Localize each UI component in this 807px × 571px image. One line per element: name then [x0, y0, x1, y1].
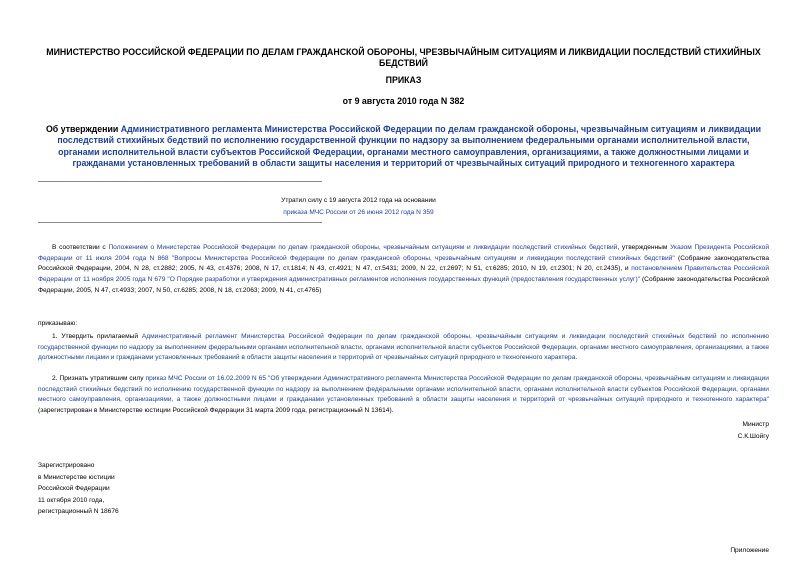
expired-notice-text: Утратил силу с 19 августа 2012 года на основании [281, 197, 436, 204]
preamble-text-4: (Собрание законодательства Российской Федерации, 2005, N 47, ст.4933; 2007, N 50, ст.6285; 2008, N 18, ст.2063; 2009, N 41, ст.4765) [38, 276, 769, 294]
registration-line-2: в Министерстве юстиции [38, 473, 115, 481]
order-type-heading: ПРИКАЗ [385, 75, 422, 85]
divider-top [38, 181, 322, 182]
order-word: приказываю: [38, 320, 78, 327]
preamble-text-3: (Собрание законодательства Российской Федерации, 2004, N 28, ст.2882; 2005, N 43, ст.4376; 2008, N 17, ст.1814; N 43, ст.4921; N 47, ст.5431; 2009, N 22, ст.2697; N 51, ст.6285; 2010, N 19, ст.2301; N 20, ст.2435), и [38, 254, 769, 273]
order-title-prefix: Об утверждении [45, 124, 121, 134]
signature-block [619, 419, 769, 443]
government-resolution-link[interactable]: постановлением Правительства Российской Федерации от 11 ноября 2005 года N 679 "О Порядке разработки и утверждения административных регламентов исполнения государственных функций (предоставления государственных услуг)" [38, 265, 770, 284]
preamble-text-2: , утвержденным [617, 244, 671, 251]
order-date-heading: от 9 августа 2010 года N 382 [342, 96, 465, 106]
registration-line-5: регистрационный N 18676 [38, 508, 119, 515]
registration-line-1: Зарегистрировано [38, 462, 95, 469]
repealed-order-link[interactable]: приказ МЧС России от 16.02.2009 N 65 "Об утверждении Административного регламента Министерства Российской Федерации по делам гражданской обороны, чрезвычайным ситуациям и ликвидации последствий стихийных бедствий по исполнению государственной функции по надзору за выполнением федеральными органами исполнительной власти, органами исполнительной власти субъектов Российской Федерации, органами местного самоуправления, организациями, а также должностными лицами и гражданами установленных требований в области защиты населения и территорий от чрезвычайных ситуаций природного и техногенного характера" [38, 375, 769, 404]
signature-position: Министр [742, 421, 769, 428]
item-1-paragraph [38, 332, 769, 364]
ministry-heading: МИНИСТЕРСТВО РОССИЙСКОЙ ФЕДЕРАЦИИ ПО ДЕЛАМ ГРАЖДАНСКОЙ ОБОРОНЫ, ЧРЕЗВЫЧАЙНЫМ СИТУАЦИЯМ И ЛИКВИДАЦИИ ПОСЛЕДСТВИЙ СТИХИЙНЫХ БЕДСТВИЙ [46, 47, 761, 68]
item-2-text-2: (зарегистрирован в Министерстве юстиции Российской Федерации 31 марта 2009 года, регистрационный N 13614). [38, 407, 394, 415]
divider-bottom [38, 222, 322, 223]
regulation-link[interactable]: Положением о Министерстве Российской Федерации по делам гражданской обороны, чрезвычайным ситуациям и ликвидации последствий стихийных бедствий [108, 244, 618, 251]
expired-notice [240, 195, 477, 219]
signature-name: С.К.Шойгу [737, 433, 769, 440]
item-1-text-2: . [575, 354, 578, 362]
registration-line-3: Российской Федерации [38, 485, 110, 492]
item-2-text-1: 2. Признать утратившим силу [52, 375, 146, 382]
expired-notice-link[interactable]: приказа МЧС России от 26 июня 2012 года N 359 [283, 209, 434, 216]
admin-regulation-link[interactable]: Административный регламент Министерства Российской Федерации по делам гражданской обороны, чрезвычайным ситуациям и ликвидации последствий стихийных бедствий по исполнению государственной функции по надзору за выполнением федеральными органами исполнительной власти, органами исполнительной власти субъектов Российской Федерации, органами местного самоуправления, организациями, а также должностными лицами и гражданами установленных требований в области защиты населения и территорий от чрезвычайных ситуаций природного и техногенного характера [38, 333, 769, 362]
item-2-paragraph [38, 374, 769, 417]
order-title-link[interactable]: Административного регламента Министерства Российской Федерации по делам гражданской обороны, чрезвычайным ситуациям и ликвидации последствий стихийных бедствий по исполнению государственной функции по надзору за выполнением федеральными органами исполнительной власти, органами исполнительной власти субъектов Российской Федерации, органами местного самоуправления, организациями, а также должностными лицами и гражданами установленных требований в области защиты населения и территорий от чрезвычайных ситуаций природного и техногенного характера [57, 124, 762, 168]
registration-line-4: 11 октября 2010 года, [38, 496, 105, 504]
appendix-label: Приложение [730, 547, 769, 554]
item-1-text-1: 1. Утвердить прилагаемый [52, 333, 142, 340]
preamble-paragraph [38, 243, 769, 297]
preamble-text-1: В соответствии с [52, 244, 109, 251]
decree-link[interactable]: Указом Президента Российской Федерации от 11 июля 2004 года N 868 "Вопросы Министерства Российской Федерации по делам гражданской обороны, чрезвычайным ситуациям и ликвидации последствий стихийных бедствий" [38, 244, 769, 262]
registration-block [38, 460, 238, 518]
order-title [40, 124, 767, 169]
